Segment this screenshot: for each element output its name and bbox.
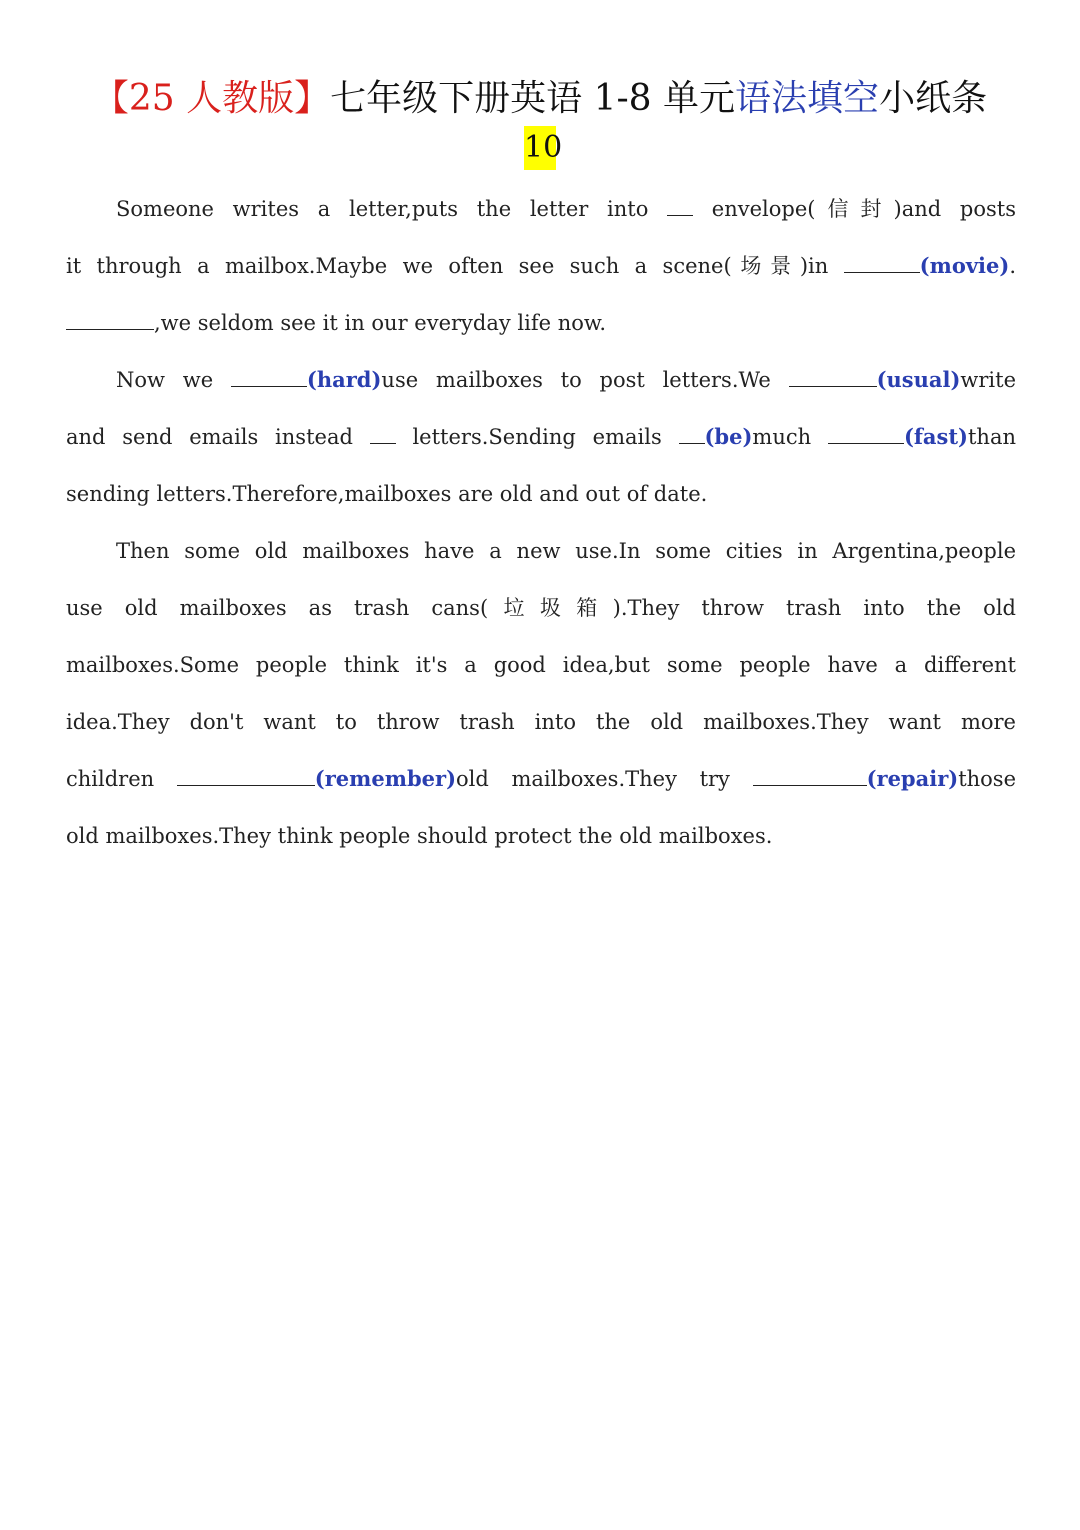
title-main: 七年级下册英语 1-8 单元 <box>330 78 736 119</box>
answer-blank-10[interactable] <box>753 765 867 786</box>
page-title <box>0 70 1080 121</box>
answer-blank-1[interactable] <box>667 195 693 216</box>
passage-line-6: sending letters.Therefore,mailboxes are old and out of date. <box>66 482 708 506</box>
hint-fast: (fast) <box>903 424 968 449</box>
passage-line-10: idea.They don't want to throw trash into the old mailboxes.They want more <box>66 710 1016 734</box>
passage-line-9: mailboxes.Some people think it's a good idea,but some people have a different <box>66 653 1016 677</box>
passage-line-11: children (remember)old mailboxes.They try (repair)those <box>66 766 1017 791</box>
hint-movie: (movie) <box>919 253 1010 278</box>
hint-be: (be) <box>704 424 753 449</box>
answer-blank-4[interactable] <box>231 366 307 387</box>
answer-blank-3[interactable] <box>66 309 154 330</box>
hint-hard: (hard) <box>306 367 382 392</box>
passage-line-4: Now we (hard)use mailboxes to post letters.We (usual)write <box>116 367 1017 392</box>
exercise-number-badge: 10 <box>524 126 556 170</box>
title-highlight: 语法填空 <box>735 78 880 119</box>
passage-line-2: it through a mailbox.Maybe we often see such a scene(场景)in (movie). <box>66 253 1016 278</box>
hint-repair: (repair) <box>866 766 959 791</box>
answer-blank-5[interactable] <box>789 366 877 387</box>
hint-usual: (usual) <box>876 367 961 392</box>
answer-blank-9[interactable] <box>177 765 315 786</box>
answer-blank-2[interactable] <box>844 252 920 273</box>
answer-blank-8[interactable] <box>828 423 904 444</box>
passage-line-5: and send emails instead letters.Sending emails (be)much (fast)than <box>66 424 1016 449</box>
answer-blank-7[interactable] <box>679 423 705 444</box>
passage-line-3: ,we seldom see it in our everyday life now. <box>66 308 1016 338</box>
passage-line-1: Someone writes a letter,puts the letter into envelope(信封)and posts <box>116 197 1016 221</box>
title-tag: 【25 人教版】 <box>92 78 331 119</box>
passage-line-7: Then some old mailboxes have a new use.In some cities in Argentina,people <box>116 539 1016 563</box>
passage-line-12: old mailboxes.They think people should protect the old mailboxes. <box>66 824 773 848</box>
title-suffix: 小纸条 <box>879 78 988 119</box>
hint-remember: (remember) <box>314 766 457 791</box>
passage-line-8: use old mailboxes as trash cans(垃圾箱).They throw trash into the old <box>66 596 1016 620</box>
answer-blank-6[interactable] <box>370 423 396 444</box>
